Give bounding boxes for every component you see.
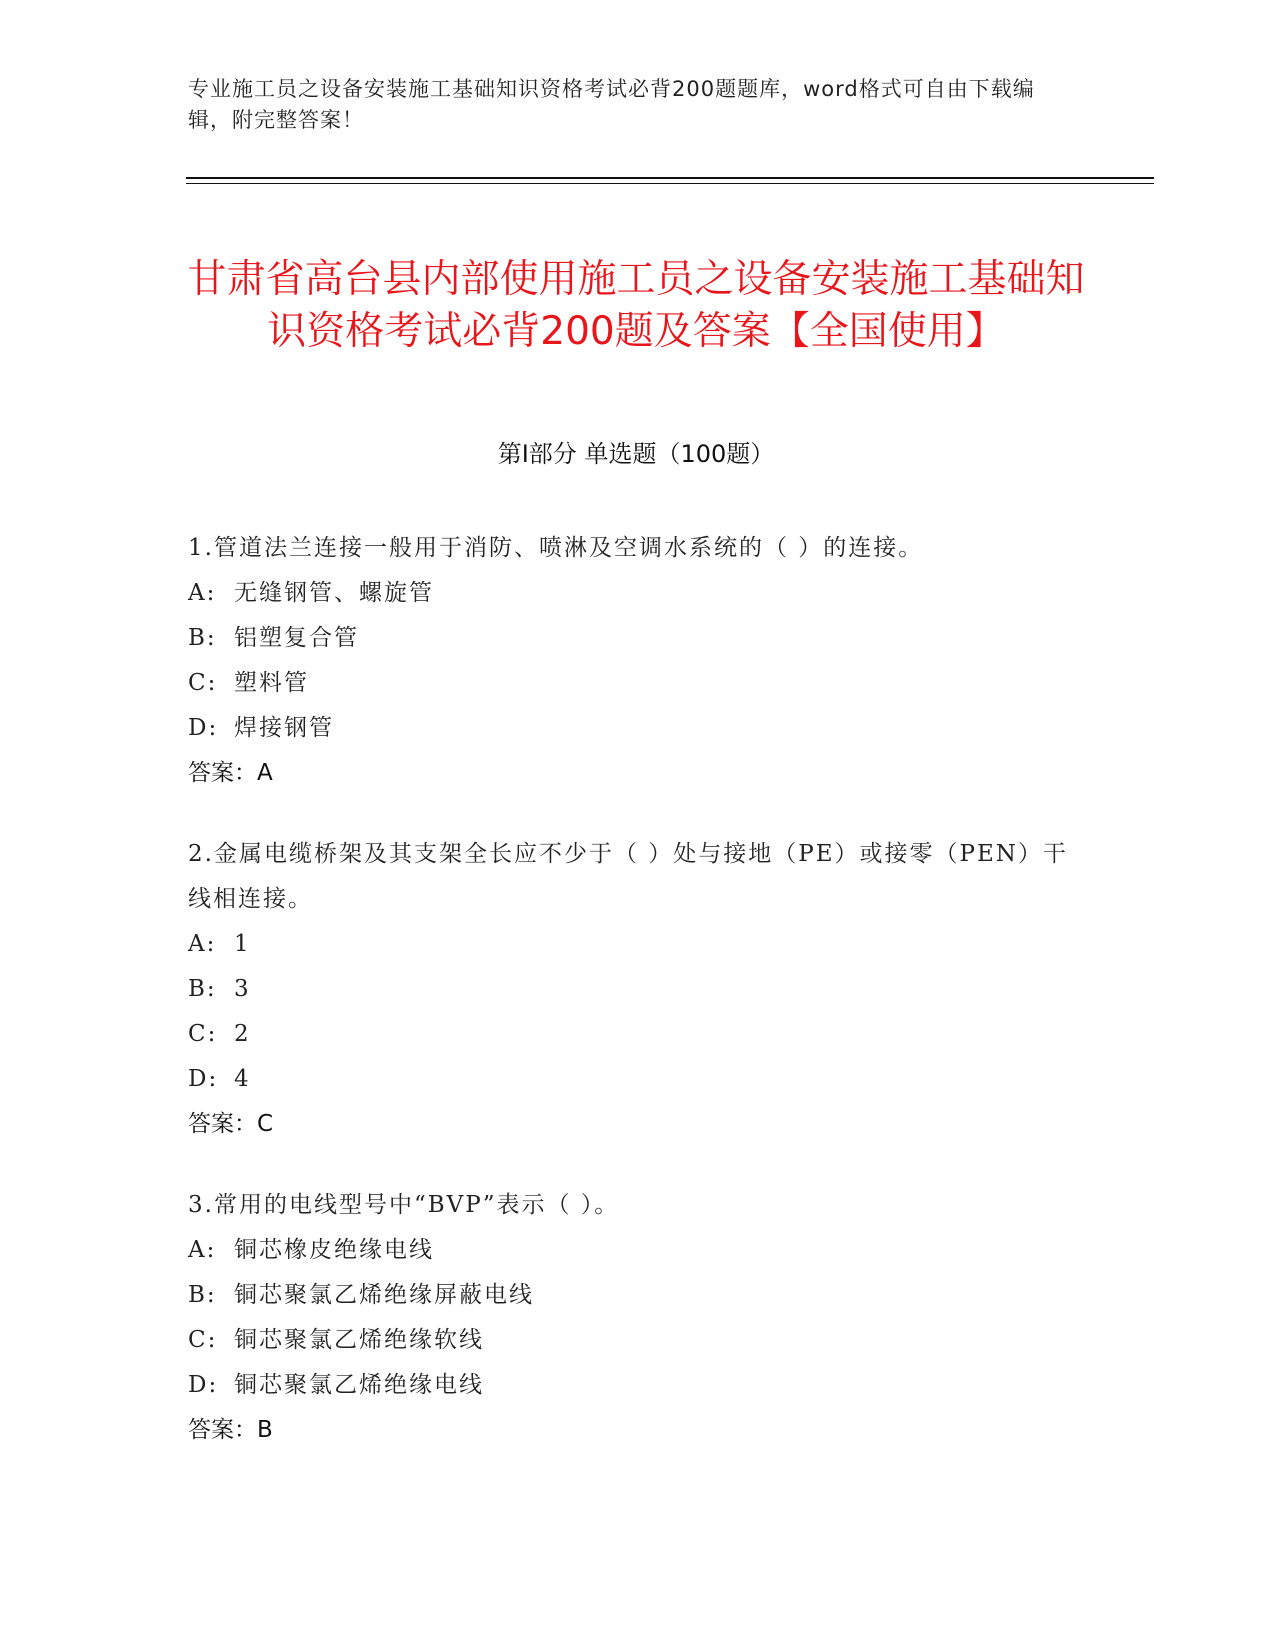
option-key: B: [188,976,217,1002]
answer-line: 答案：A [188,760,273,786]
option-text: 无缝钢管、螺旋管 [234,580,434,606]
option-text: 1 [234,931,251,957]
option-key: A: [188,580,217,606]
option-b [188,1273,1088,1318]
question-2 [188,832,1088,1147]
option-text: 焊接钢管 [234,715,334,741]
option-text: 3 [234,976,251,1002]
question-stem: 2.金属电缆桥架及其支架全长应不少于（ ）处与接地（PE）或接零（PEN）干线相连接。 [188,841,1068,912]
option-text: 铜芯聚氯乙烯绝缘电线 [234,1372,484,1398]
option-key: C: [188,1021,218,1047]
option-d [188,1363,1088,1408]
option-d [188,706,1088,751]
question-stem: 1.管道法兰连接一般用于消防、喷淋及空调水系统的（ ）的连接。 [188,535,924,561]
option-text: 铜芯聚氯乙烯绝缘屏蔽电线 [234,1282,534,1308]
option-text: 铜芯橡皮绝缘电线 [234,1237,434,1263]
option-key: D: [188,715,219,741]
section-heading: 第I部分 单选题（100题） [497,440,775,468]
option-d [188,1057,1088,1102]
option-text: 2 [234,1021,251,1047]
option-text: 铝塑复合管 [234,625,359,651]
question-1 [188,526,1088,796]
question-3 [188,1183,1088,1453]
option-key: A: [188,931,217,957]
question-stem: 3.常用的电线型号中“BVP”表示（ ）。 [188,1192,620,1218]
option-c [188,1318,1088,1363]
option-key: B: [188,625,217,651]
option-a [188,922,1088,967]
option-c [188,1012,1088,1057]
option-key: D: [188,1066,219,1092]
option-b [188,967,1088,1012]
header-divider-thin [186,183,1154,184]
option-key: A: [188,1237,217,1263]
option-text: 铜芯聚氯乙烯绝缘软线 [234,1327,484,1353]
document-title: 甘肃省高台县内部使用施工员之设备安装施工基础知识资格考试必背200题及答案【全国使用】 [187,257,1085,355]
option-key: C: [188,670,218,696]
answer-line: 答案：B [188,1417,273,1443]
option-key: C: [188,1327,218,1353]
option-c [188,661,1088,706]
option-a [188,1228,1088,1273]
option-a [188,571,1088,616]
option-key: D: [188,1372,219,1398]
header-divider-thick [186,177,1154,179]
option-b [188,616,1088,661]
option-text: 塑料管 [234,670,309,696]
option-key: B: [188,1282,217,1308]
option-text: 4 [234,1066,251,1092]
header-note: 专业施工员之设备安装施工基础知识资格考试必背200题题库，word格式可自由下载编辑，附完整答案！ [188,77,1035,132]
answer-line: 答案：C [188,1111,274,1137]
question-list [188,526,1088,1489]
